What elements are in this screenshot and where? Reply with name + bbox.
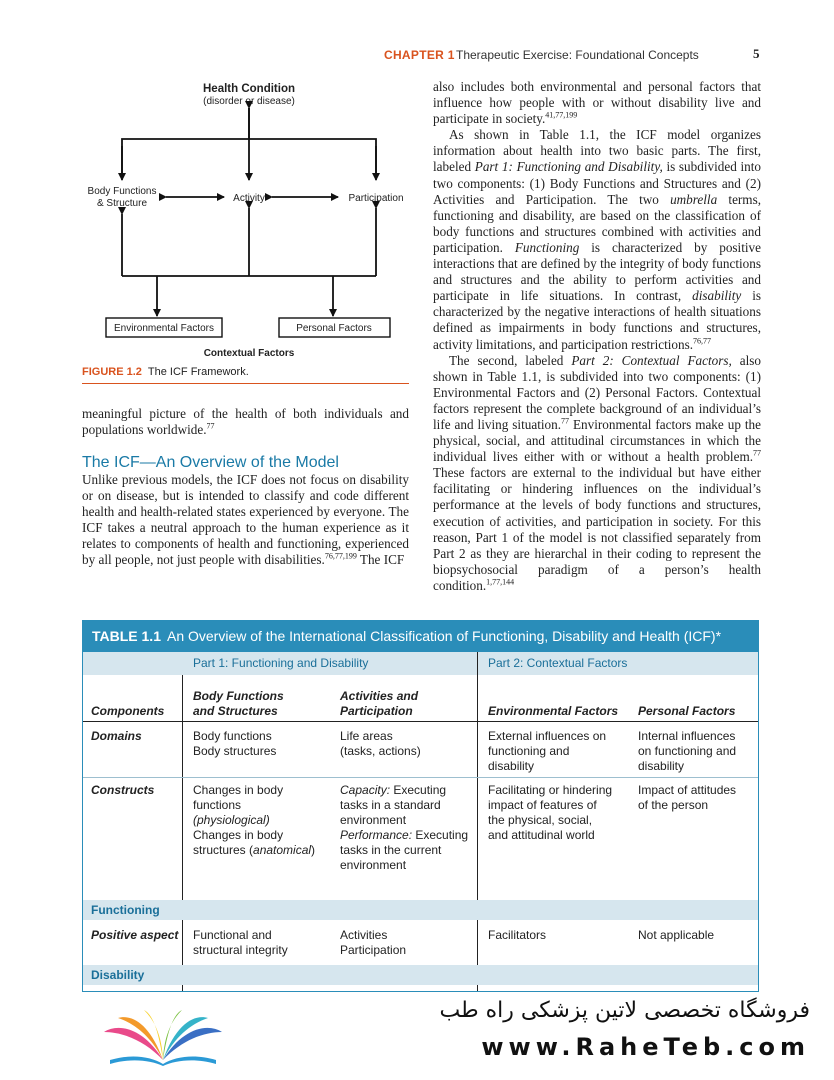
body-structure-label: & Structure [96,198,148,209]
text-run: ) [311,843,316,857]
table-cell [638,991,714,992]
table-cell: functioning and [488,744,570,758]
left-column-body [82,472,409,569]
table-cell: Facilitators [488,928,547,942]
text-run: The second, labeled [449,352,572,368]
table-cell: structural integrity [193,943,288,957]
table-cell: Changes in body [193,828,284,842]
running-header [0,46,834,66]
body-functions-label: Body Functions [87,186,157,197]
constructs-label: Constructs [91,783,155,797]
citation: 76,77,199 [324,552,357,562]
table-cell [193,843,315,858]
contextual-factors-label: Contextual Factors [203,348,295,359]
table-cell: on functioning and [638,744,737,758]
table-cell: External influences on [488,729,607,743]
text-run: Executing [412,828,469,842]
table-cell: environment [340,813,407,827]
table-cell: (physiological) [193,813,270,827]
italic-term: Part 2: Contextual Factors, [571,352,732,368]
divider [477,985,478,992]
left-p2-end: The ICF [356,552,405,568]
icf-overview-table [82,620,759,992]
italic-term: Part 1: Functioning and Disability, [474,159,663,175]
table-cell: Internal influences [638,729,736,743]
left-paragraph-1 [82,406,409,438]
table-cell: Body functions [193,729,272,743]
col-header: and Structures [193,704,278,718]
negative-aspect-label [91,991,141,992]
positive-aspect-label: Positive aspect [91,928,179,942]
divider [477,652,478,900]
right-paragraph-3 [433,353,761,594]
personal-factors-label: Personal Factors [296,323,372,334]
table-cell: and attitudinal world [488,828,595,842]
icf-framework-diagram [82,76,412,366]
right-paragraph-1 [433,79,761,127]
table-cell: Changes in body [193,783,284,797]
text-run: anatomical [253,843,312,857]
col-header: Participation [340,704,413,718]
italic-term: umbrella [670,191,718,207]
text-run: is subdivided into two components: (1) Body Functions and Structures and (2) Activities and Participation. The two [433,159,762,207]
table-cell: Activities [340,928,388,942]
table-title-bar [83,621,758,652]
footer-text [410,998,810,1061]
table-cell: disability [488,759,535,773]
table-cell: tasks in a standard [340,798,441,812]
text-run: structures ( [193,843,254,857]
page-number: 5 [753,46,760,61]
table-cell: the physical, social, [488,813,593,827]
caption-rule [82,383,409,384]
table-cell [340,783,446,798]
row-rule [83,777,758,778]
figure-caption-label: FIGURE 1.2 [82,366,142,378]
publisher-footer [30,994,810,1080]
table-label: TABLE 1.1 [92,628,161,644]
table-cell: Facilitating or hindering [488,783,613,797]
functioning-band [83,900,758,920]
table-cell: functions [193,798,242,812]
environmental-factors-label: Environmental Factors [113,323,215,334]
disability-label: Disability [91,968,145,982]
open-book-logo-icon [100,1010,230,1066]
citation: 77 [206,421,215,431]
table-cell: tasks in the current [340,843,442,857]
text-run: As shown in Table 1.1, the ICF model organizes information about health into two basic parts. The first, labeled [433,127,761,175]
divider [477,920,478,965]
table-cell: Body structures [193,744,277,758]
table-cell: Not applicable [638,928,715,942]
table-cell: environment [340,858,407,872]
table-body [83,652,758,992]
left-p1-text: meaningful picture of the health of both individuals and populations worldwide. [82,406,409,438]
chapter-title: Therapeutic Exercise: Foundational Concepts [456,48,699,62]
col-header: Body Functions [193,689,284,703]
table-cell: Life areas [340,729,393,743]
footer-persian-text: فروشگاه تخصصی لاتین پزشکی راه طب [439,998,810,1023]
table-cell: Participation [340,943,407,957]
figure-caption [82,366,409,378]
header-rule [83,721,758,722]
table-cell: disability [638,759,685,773]
activity-label: Activity [233,193,265,204]
text-run: also shown in Table 1.1, is subdivided into two components: (1) Environmental Factors and (2) Personal Factors. Contextual factors represent the complete background of an individual’s life and living situation. [433,352,762,432]
divider [182,675,183,900]
col-header: Environmental Factors [488,704,619,718]
table-cell [340,828,468,843]
right-p1-text: also includes both environmental and personal factors that influence how people with or without disability live and participate in society. [433,79,761,127]
text-run: Executing [390,783,447,797]
divider [182,985,183,992]
table-title: An Overview of the International Classification of Functioning, Disability and Health (ICF)* [166,628,722,644]
part2-header: Part 2: Contextual Factors [488,656,628,670]
participation-label: Participation [348,193,404,204]
table-cell: impact of features of [488,798,597,812]
table-cell [193,991,286,992]
text-run: is characterized by positive interactions that are defined by the integrity of body functions and structures and the ability to perform activities and participate in life situations. In contrast, [433,239,761,304]
citation: 41,77,199 [545,110,578,120]
section-heading: The ICF—An Overview of the Model [82,454,339,471]
table-cell: Impact of attitudes [638,783,737,797]
part-header-band [83,652,758,675]
col-header: Activities and [340,689,419,703]
text-run: These factors are external to the individual but have either facilitating or hindering influences on the individual’s performance at the levels of body functions and structures, execution of activities, and participation in society. For this reason, Part 1 of the model is not classified separately from Part 2 as they are hierarchal in their coding to represent the biopsychosocial paradigm of a person’s health condition. [433,465,761,593]
text-run: Performance: [340,828,413,842]
left-paragraph-2 [82,472,409,569]
components-label: Components [91,704,165,718]
chapter-label: CHAPTER 1 [384,48,455,62]
domains-label: Domains [91,729,142,743]
right-paragraph-2 [433,127,761,352]
left-p2-text: Unlike previous models, the ICF does not focus on disability or on disease, but is intended to classify and code different health and health-related states experienced by everyone. The ICF takes a neutral approach to the human experience as it relates to components of health and functioning, experienced by all people, not just people with disabilities. [82,472,409,568]
table-cell: of the person [638,798,709,812]
citation: 77 [561,416,570,426]
divider [182,920,183,965]
table-cell: (tasks, actions) [340,744,421,758]
text-run: Environmental factors make up the physical, social, and attitudinal circumstances in which the individual lives either with or without a health problem. [433,416,762,465]
citation: 76,77 [693,336,712,346]
right-column [433,79,761,594]
left-column [82,406,409,438]
table-cell [488,991,530,992]
footer-url[interactable]: www.RaheTeb.com [481,1033,810,1061]
col-header: Personal Factors [638,704,736,718]
citation: 1,77,144 [486,577,515,587]
figure-caption-text: The ICF Framework. [147,366,249,378]
citation: 77 [753,448,761,458]
disability-band [83,965,758,985]
part1-header: Part 1: Functioning and Disability [193,656,369,670]
italic-term: Functioning [514,239,580,255]
table-cell [340,991,429,992]
text-run: Capacity: [340,783,391,797]
functioning-label: Functioning [91,903,160,917]
health-condition-sublabel: (disorder or disease) [203,96,295,107]
health-condition-label: Health Condition [203,83,295,95]
italic-term: disability [692,288,742,304]
table-cell: Functional and [193,928,272,942]
text-run: terms, functioning and disability, are based on the classification of body functions and structures combined with activities and participation. [433,191,761,255]
text-run: is characterized by the negative interactions of health situations defined as impairments in body functions and structures, activity limitations, and participation restrictions. [433,288,762,352]
